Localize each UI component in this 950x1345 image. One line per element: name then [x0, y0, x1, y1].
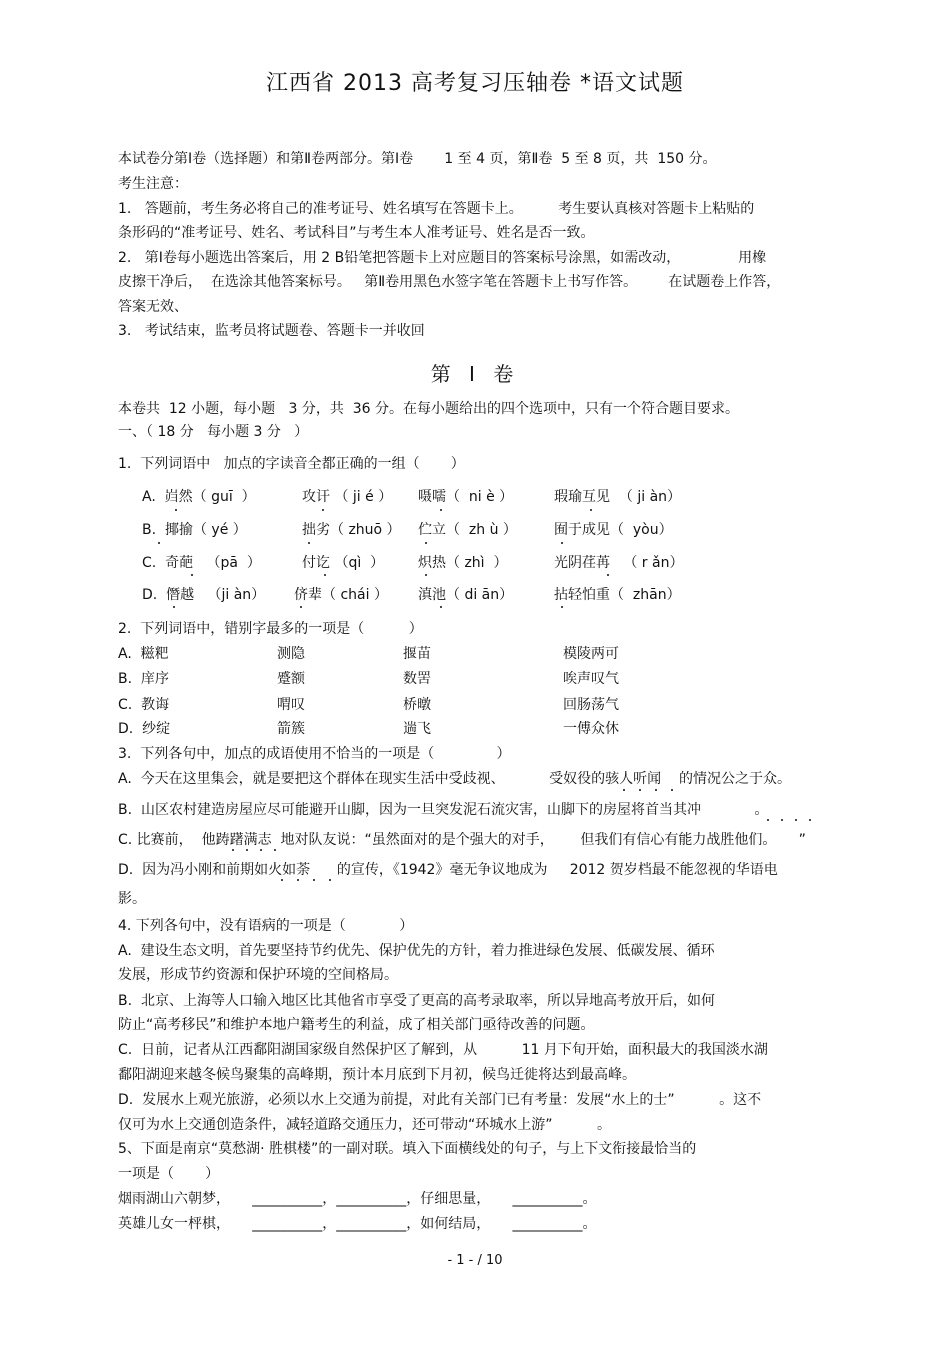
- couplet-line-1: 烟雨湖山六朝梦， __________，__________，仔细思量， __________。: [118, 1191, 597, 1207]
- page-number: - 1 - / 10: [447, 1253, 503, 1268]
- q1-option-a-1: A. 岿然（ guī ）: [142, 489, 256, 505]
- q1-option-b-1: B. 揶揄（ yé ）: [142, 522, 247, 538]
- emphasis-dot: [655, 789, 657, 791]
- q2-a-1: A. 糍粑: [118, 646, 169, 662]
- intro-line: 本试卷分第Ⅰ卷（选择题）和第Ⅱ卷两部分。第Ⅰ卷 1 至 4 页，第Ⅱ卷 5 至 8 页，共 150 分。: [118, 151, 717, 167]
- q4-option-b-cont: 防止“高考移民”和维护本地户籍考生的利益，成了相关部门亟待改善的问题。: [118, 1017, 595, 1033]
- section-description: 本卷共 12 小题，每小题 3 分，共 36 分。在每小题给出的四个选项中，只有一个符合题目要求。: [118, 401, 740, 417]
- notice-3: 3. 考试结束，监考员将试题卷、答题卡一并收回: [118, 323, 425, 339]
- q2-a-3: 揠苗: [403, 646, 431, 662]
- q4-stem: 4. 下列各句中，没有语病的一项是（ ）: [118, 918, 414, 934]
- emphasis-dot: [767, 819, 769, 821]
- notice-1: 1. 答题前，考生务必将自己的准考证号、姓名填写在答题卡上。 考生要认真核对答题卡上粘贴的: [118, 201, 755, 217]
- q2-c-4: 回肠荡气: [563, 697, 619, 713]
- q2-c-3: 桥暾: [403, 697, 431, 713]
- notice-2: 2. 第Ⅰ卷每小题选出答案后，用 2 B铅笔把答题卡上对应题目的答案标号涂黑，如需改动， 用橡: [118, 250, 767, 266]
- q1-option-d-2: 侪辈（ chái ）: [294, 587, 388, 603]
- q1-option-a-3: 嗫嚅（ ni è ）: [418, 489, 514, 505]
- emphasis-dot: [561, 542, 563, 544]
- emphasis-dot: [639, 789, 641, 791]
- q1-option-d-4: 拈轻怕重（ zhān）: [554, 587, 681, 603]
- q4-option-d-cont: 仅可为水上交通创造条件，减轻道路交通压力，还可带动“环城水上游” 。: [118, 1117, 612, 1133]
- q1-stem: 1. 下列词语中 加点的字读音全都正确的一组（ ）: [118, 456, 465, 472]
- emphasis-dot: [274, 849, 276, 851]
- emphasis-dot: [440, 509, 442, 511]
- q2-d-4: 一傅众休: [563, 721, 619, 737]
- emphasis-dot: [246, 849, 248, 851]
- emphasis-dot: [308, 542, 310, 544]
- emphasis-dot: [795, 819, 797, 821]
- emphasis-dot: [175, 509, 177, 511]
- q3-stem: 3. 下列各句中，加点的成语使用不恰当的一项是（ ）: [118, 746, 511, 762]
- page-title: 江西省 2013 高考复习压轴卷 *语文试题: [266, 71, 684, 96]
- q5-stem: 5、下面是南京“莫愁湖· 胜棋楼”的一副对联。填入下面横线处的句子，与上下文衔接最恰当的: [118, 1141, 697, 1157]
- q5-stem-cont: 一项是（ ）: [118, 1166, 220, 1182]
- q1-option-b-4: 囿于成见（ yòu）: [554, 522, 673, 538]
- emphasis-dot: [561, 606, 563, 608]
- q2-b-3: 数罟: [403, 671, 431, 687]
- q3-option-c: C. 比赛前， 他踌躇满志 地对队友说：“虽然面对的是个强大的对手， 但我们有信心有能力战胜他们。 ”: [118, 832, 806, 848]
- q1-option-a-2: 攻讦 （ ji é ）: [302, 489, 393, 505]
- q3-option-b: B. 山区农村建造房屋应尽可能避开山脚，因为一旦突发泥石流灾害，山脚下的房屋将首当其冲 。: [118, 802, 769, 818]
- emphasis-dot: [590, 509, 592, 511]
- q2-b-2: 蹙额: [277, 671, 305, 687]
- part-heading: 一、（ 18 分 每小题 3 分 ）: [118, 424, 309, 440]
- q1-option-a-4: 瑕瑜互见 （ ji àn）: [554, 489, 682, 505]
- emphasis-dot: [440, 606, 442, 608]
- q2-b-1: B. 庠序: [118, 671, 169, 687]
- q1-option-b-2: 拙劣（ zhuō ）: [302, 522, 401, 538]
- notice-2-cont: 皮擦干净后， 在选涂其他答案标号。 第Ⅱ卷用黑色水签字笔在答题卡上书写作答。 在试题卷上作答，: [118, 274, 781, 290]
- q4-option-b: B. 北京、上海等人口输入地区比其他省市享受了更高的高考录取率，所以异地高考放开后，如何: [118, 993, 715, 1009]
- emphasis-dot: [297, 879, 299, 881]
- q2-b-4: 唉声叹气: [563, 671, 619, 687]
- emphasis-dot: [623, 789, 625, 791]
- q2-a-2: 测隐: [277, 646, 305, 662]
- emphasis-dot: [313, 879, 315, 881]
- q2-c-2: 喟叹: [277, 697, 305, 713]
- q1-option-b-3: 伫立（ zh ù ）: [418, 522, 517, 538]
- q4-option-c: C. 日前，记者从江西鄱阳湖国家级自然保护区了解到，从 11 月下旬开始，面积最大的我国淡水湖: [118, 1042, 768, 1058]
- q4-option-a: A. 建设生态文明，首先要坚持节约优先、保护优先的方针，着力推进绿色发展、低碳发展、循环: [118, 943, 715, 959]
- emphasis-dot: [322, 509, 324, 511]
- q2-c-1: C. 教诲: [118, 697, 170, 713]
- emphasis-dot: [671, 789, 673, 791]
- q4-option-c-cont: 鄱阳湖迎来越冬候鸟聚集的高峰期，预计本月底到下月初，候鸟迁徙将达到最高峰。: [118, 1067, 636, 1083]
- couplet-line-2: 英雄儿女一枰棋， __________，__________，如何结局， __________。: [118, 1216, 597, 1232]
- emphasis-dot: [329, 879, 331, 881]
- q4-option-d: D. 发展水上观光旅游，必须以水上交通为前提，对此有关部门已有考量：发展“水上的士” 。这不: [118, 1092, 762, 1108]
- emphasis-dot: [191, 574, 193, 576]
- q1-option-d-3: 滇池（ di ān）: [418, 587, 514, 603]
- emphasis-dot: [781, 819, 783, 821]
- emphasis-dot: [425, 542, 427, 544]
- emphasis-dot: [173, 606, 175, 608]
- emphasis-dot: [324, 574, 326, 576]
- emphasis-dot: [158, 542, 160, 544]
- q2-d-3: 遄飞: [403, 721, 431, 737]
- emphasis-dot: [607, 574, 609, 576]
- q1-option-c-1: C. 奇葩 （pā ）: [142, 555, 261, 571]
- q2-a-4: 模陵两可: [563, 646, 619, 662]
- notice-heading: 考生注意：: [118, 176, 188, 192]
- emphasis-dot: [281, 879, 283, 881]
- section-heading: 第 Ⅰ 卷: [430, 362, 520, 386]
- q2-d-1: D. 纱绽: [118, 721, 171, 737]
- emphasis-dot: [232, 849, 234, 851]
- q3-option-d: D. 因为冯小刚和前期如火如荼 的宣传，《1942》毫无争议地成为 2012 贺岁档最不能忽视的华语电: [118, 862, 778, 878]
- q1-option-c-2: 付讫 （qì ）: [302, 555, 385, 571]
- emphasis-dot: [809, 819, 811, 821]
- emphasis-dot: [260, 849, 262, 851]
- q1-option-c-4: 光阴荏苒 （ r ǎn）: [554, 555, 684, 571]
- q1-option-c-3: 炽热（ zhì ）: [418, 555, 508, 571]
- emphasis-dot: [425, 574, 427, 576]
- q2-d-2: 箭簇: [277, 721, 305, 737]
- emphasis-dot: [300, 606, 302, 608]
- notice-1-cont: 条形码的“准考证号、姓名、考试科目”与考生本人准考证号、姓名是否一致。: [118, 225, 595, 241]
- q4-option-a-cont: 发展，形成节约资源和保护环境的空间格局。: [118, 967, 398, 983]
- q2-stem: 2. 下列词语中，错别字最多的一项是（ ）: [118, 621, 423, 637]
- notice-2-end: 答案无效、: [118, 299, 188, 315]
- q3-option-d-cont: 影。: [118, 891, 146, 907]
- q1-option-d-1: D. 僭越 （ji àn）: [142, 587, 266, 603]
- q3-option-a: A. 今天在这里集会，就是要把这个群体在现实生活中受歧视、 受奴役的骇人听闻 的情况公之于众。: [118, 771, 791, 787]
